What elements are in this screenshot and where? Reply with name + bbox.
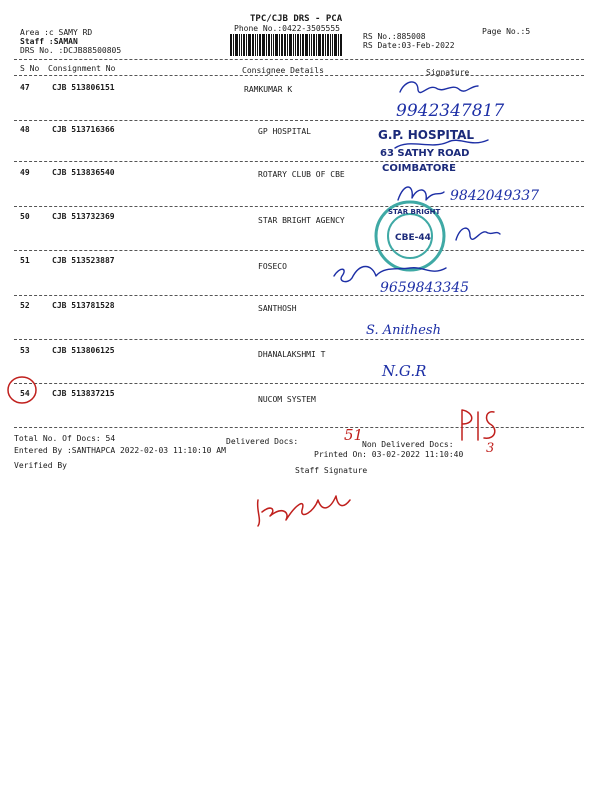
row-consignee: DHANALAKSHMI T — [258, 350, 326, 359]
row-consignee: ROTARY CLUB OF CBE — [258, 170, 345, 179]
row-consignment: CJB 513523887 — [52, 256, 115, 265]
column-sno: S No — [20, 64, 40, 73]
signature-scribble — [398, 187, 444, 200]
row-consignee: RAMKUMAR K — [244, 85, 293, 94]
staff-signature-label: Staff Signature — [295, 466, 368, 475]
row-sno: 48 — [20, 125, 30, 134]
printed-on: Printed On: 03-02-2022 11:10:40 — [314, 450, 464, 459]
handwritten-initials: N.G.R — [382, 362, 427, 380]
row-sno: 52 — [20, 301, 30, 310]
row-consignment: CJB 513806125 — [52, 346, 115, 355]
area-label: Area :c SAMY RD — [20, 28, 93, 37]
handwritten-name: S. Anithesh — [366, 323, 441, 338]
row-sno: 54 — [20, 389, 30, 398]
non-delivered-docs: Non Delivered Docs: — [362, 440, 454, 449]
staff-signature-scribble — [258, 496, 350, 526]
row-consignment: CJB 513806151 — [52, 83, 115, 92]
row-consignment: CJB 513836540 — [52, 168, 115, 177]
rs-number: RS No.:885008 — [363, 32, 426, 41]
svg-text:G.P. HOSPITAL: G.P. HOSPITAL — [378, 128, 475, 142]
rs-date: RS Date:03-Feb-2022 — [363, 41, 455, 50]
phone-number: Phone No.:0422-3505555 — [234, 24, 340, 33]
row-consignment: CJB 513716366 — [52, 125, 115, 134]
row-sno: 53 — [20, 346, 30, 355]
entered-by: Entered By :SANTHAPCA 2022-02-03 11:10:10 AM — [14, 446, 226, 455]
handwritten-phone: 9842049337 — [450, 188, 540, 204]
signature-scribble — [400, 82, 478, 93]
total-docs: Total No. Of Docs: 54 — [14, 434, 116, 443]
staff-label: Staff :SAMAN — [20, 37, 78, 46]
checker-initials-mark — [462, 410, 495, 440]
row-sno: 49 — [20, 168, 30, 177]
svg-text:STAR BRIGHT: STAR BRIGHT — [388, 208, 441, 216]
svg-text:CBE-44: CBE-44 — [395, 233, 431, 243]
column-consignment: Consignment No — [48, 64, 116, 73]
handwritten-phone: 9942347817 — [396, 101, 505, 121]
drs-number: DRS No. :DCJB88500805 — [20, 46, 122, 55]
column-signature: Signature — [426, 68, 470, 77]
row-consignee: SANTHOSH — [258, 304, 297, 313]
row-consignee: GP HOSPITAL — [258, 127, 311, 136]
row-consignee: FOSECO — [258, 262, 287, 271]
row-consignee: NUCOM SYSTEM — [258, 395, 316, 404]
handwritten-delivered-count: 51 — [344, 426, 364, 444]
row-sno: 50 — [20, 212, 30, 221]
handwritten-phone: 9659843345 — [380, 280, 470, 296]
handwritten-non-delivered-count: 3 — [486, 441, 495, 456]
signature-scribble — [456, 228, 500, 240]
document-title: TPC/CJB DRS - PCA — [250, 14, 343, 24]
row-sno: 51 — [20, 256, 30, 265]
star-bright-stamp — [376, 202, 444, 270]
row-sno: 47 — [20, 83, 30, 92]
row-consignment: CJB 513837215 — [52, 389, 115, 398]
verified-by: Verified By — [14, 461, 67, 470]
row-consignee: STAR BRIGHT AGENCY — [258, 216, 345, 225]
row-consignment: CJB 513732369 — [52, 212, 115, 221]
hospital-stamp — [378, 128, 474, 174]
red-circle-mark — [8, 377, 36, 403]
page-number: Page No.:5 — [482, 27, 531, 36]
row-consignment: CJB 513781528 — [52, 301, 115, 310]
svg-text:63 SATHY ROAD: 63 SATHY ROAD — [380, 148, 470, 159]
delivered-docs: Delivered Docs: — [226, 437, 299, 446]
column-consignee: Consignee Details — [242, 66, 324, 75]
svg-text:COIMBATORE: COIMBATORE — [382, 163, 456, 174]
